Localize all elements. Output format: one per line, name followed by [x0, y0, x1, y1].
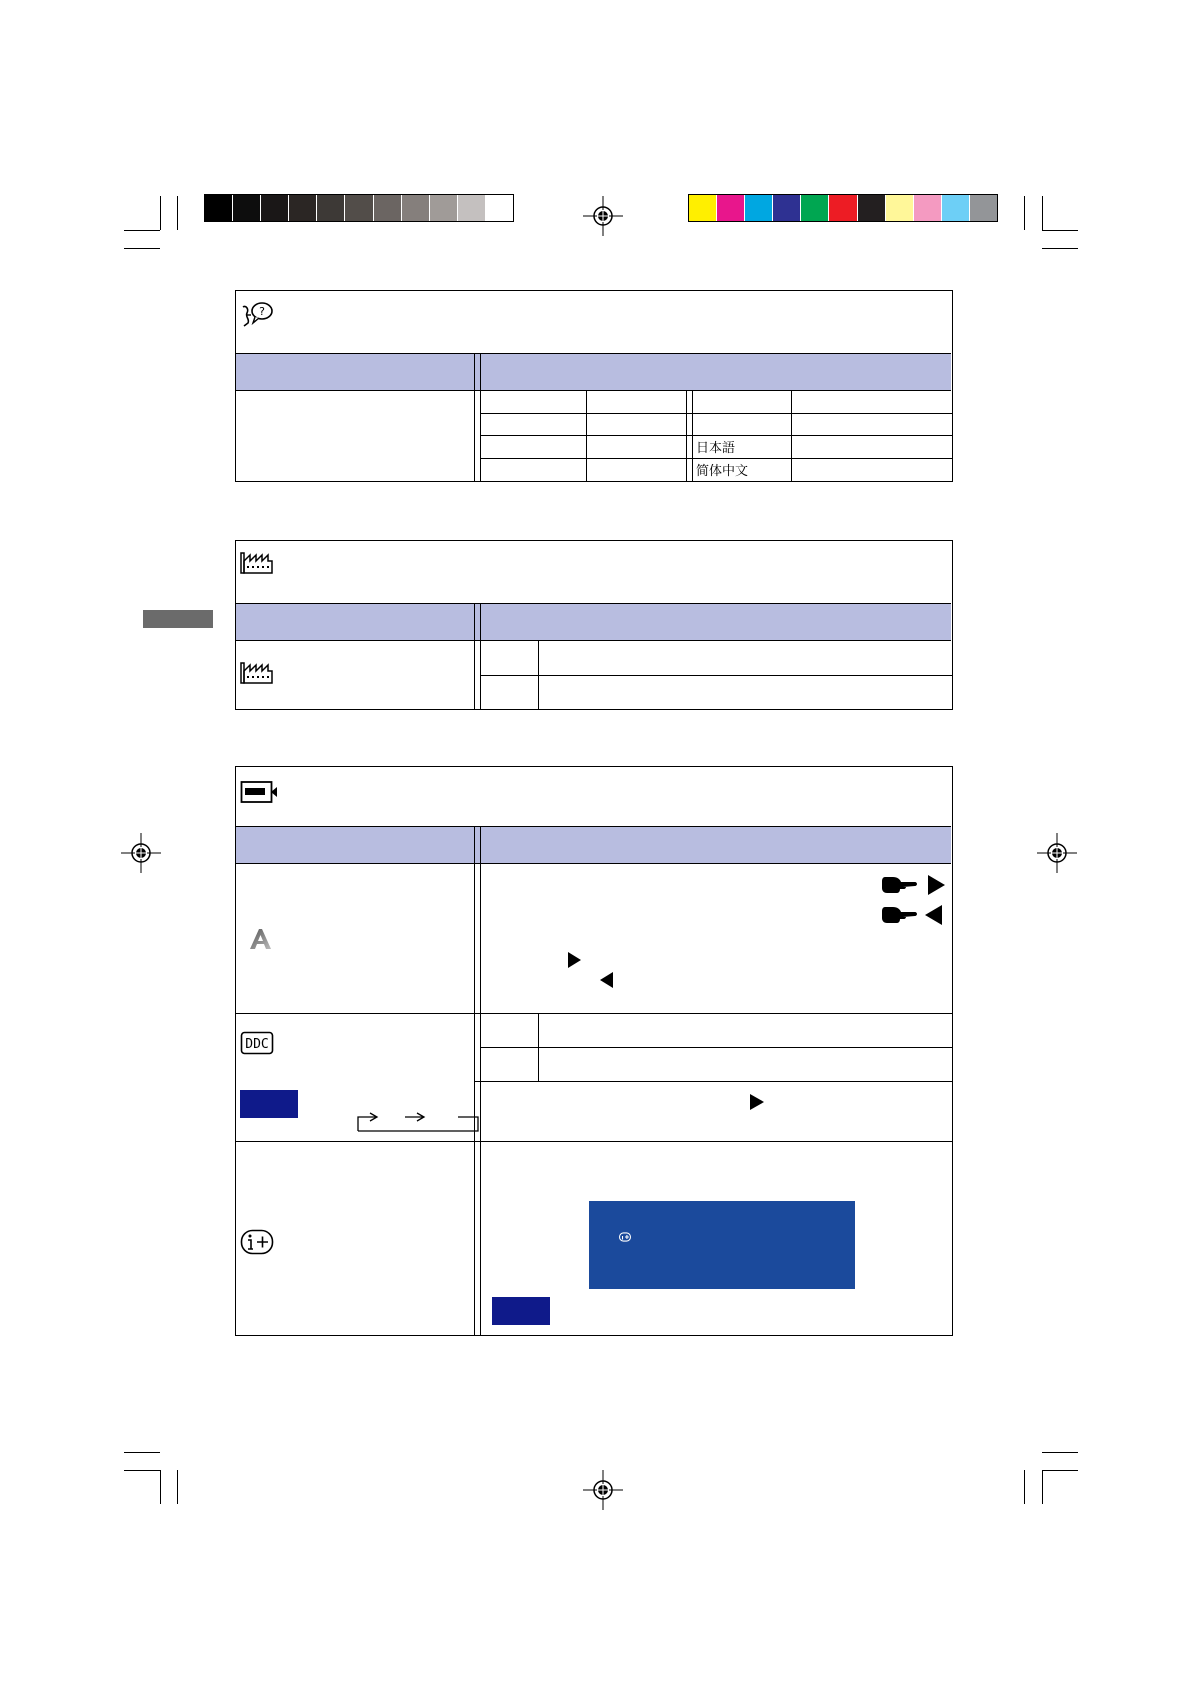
reset-section — [235, 540, 953, 710]
registration-mark-icon — [1037, 833, 1077, 873]
calibration-swatch — [205, 195, 232, 221]
monitor-setup-icon — [240, 779, 278, 805]
language-option-simplified-chinese: 简体中文 — [696, 464, 749, 479]
registration-mark-icon — [583, 1470, 623, 1510]
calibration-swatch — [429, 195, 457, 221]
arrow-right-icon — [568, 952, 581, 968]
calibration-swatch — [316, 195, 344, 221]
calibration-swatch — [828, 195, 856, 221]
note-badge — [240, 1090, 298, 1118]
factory-icon — [240, 551, 274, 575]
svg-text:?: ? — [259, 305, 265, 318]
arrow-right-icon — [750, 1094, 764, 1110]
osd-info-window — [589, 1201, 855, 1289]
letter-a-icon — [248, 927, 274, 951]
table-header — [236, 353, 951, 391]
registration-mark-icon — [583, 196, 623, 236]
setup-section — [235, 766, 953, 1336]
calibration-swatch — [288, 195, 316, 221]
cycle-flow-diagram — [356, 1110, 480, 1132]
calibration-swatch — [913, 195, 941, 221]
calibration-swatch — [344, 195, 372, 221]
svg-text:DDC: DDC — [245, 1037, 269, 1052]
pointing-hand-icon — [881, 873, 917, 895]
calibration-swatch — [716, 195, 744, 221]
color-calibration-bar — [688, 194, 998, 222]
calibration-swatch — [744, 195, 772, 221]
calibration-swatch — [969, 195, 997, 221]
arrow-left-icon — [925, 905, 942, 925]
calibration-swatch — [857, 195, 885, 221]
calibration-swatch — [260, 195, 288, 221]
calibration-swatch — [689, 195, 716, 221]
calibration-swatch — [772, 195, 800, 221]
arrow-right-icon — [928, 875, 945, 895]
section-tab-marker — [143, 610, 213, 628]
factory-icon — [240, 661, 274, 685]
calibration-swatch — [232, 195, 260, 221]
note-badge — [492, 1297, 550, 1325]
calibration-swatch — [800, 195, 828, 221]
language-section — [235, 290, 953, 482]
grayscale-calibration-bar — [204, 194, 514, 222]
speech-question-icon — [240, 301, 274, 329]
calibration-swatch — [457, 195, 485, 221]
table-header — [236, 603, 951, 641]
calibration-swatch — [373, 195, 401, 221]
calibration-swatch — [885, 195, 913, 221]
info-plus-icon — [619, 1232, 631, 1242]
calibration-swatch — [941, 195, 969, 221]
arrow-left-icon — [600, 972, 613, 988]
pointing-hand-icon — [881, 903, 917, 925]
language-option-japanese: 日本語 — [696, 441, 736, 456]
calibration-swatch — [401, 195, 429, 221]
info-plus-icon — [240, 1229, 274, 1255]
calibration-swatch — [485, 195, 513, 221]
table-header — [236, 826, 951, 864]
registration-mark-icon — [121, 833, 161, 873]
ddc-icon — [240, 1031, 274, 1055]
